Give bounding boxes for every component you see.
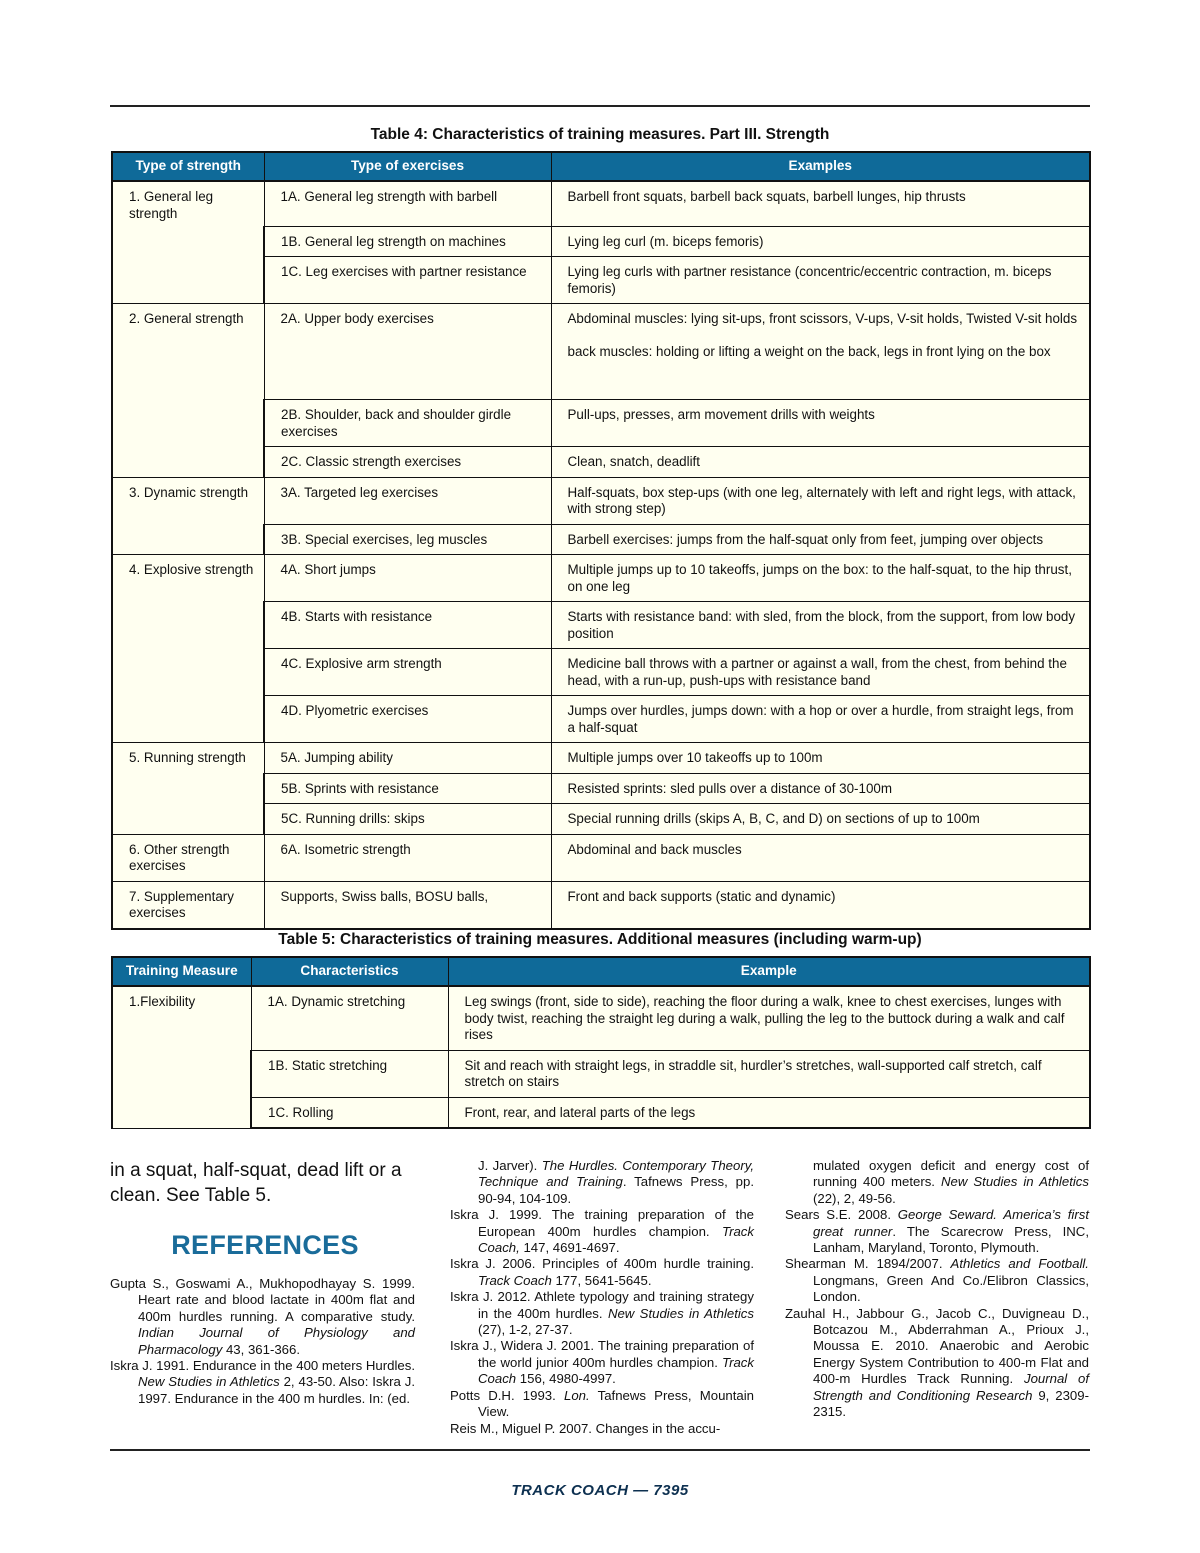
example-cell: Front and back supports (static and dynamic) (551, 881, 1090, 929)
strength-cell: 6. Other strength exercises (112, 834, 264, 881)
example-cell: Sit and reach with straight legs, in straddle sit, hurdler’s stretches, wall-supported calf stretch, calf stretch on stairs (448, 1050, 1090, 1097)
example-text: Abdominal muscles: lying sit-ups, front scissors, V-ups, V-sit holds, Twisted V-sit holds (567, 311, 1078, 326)
table5-header-row (112, 957, 1090, 986)
strength-cell: 7. Supplementary exercises (112, 881, 264, 929)
characteristic-cell: 1B. Static stretching (251, 1050, 448, 1097)
reference-item: Iskra J., Widera J. 2001. The training preparation of the world junior 400m hurdles champion. Track Coach 156, 4980-4997. (450, 1338, 754, 1387)
example-cell: Barbell exercises: jumps from the half-squat only from feet, jumping over objects (551, 524, 1090, 555)
example-cell: Barbell front squats, barbell back squats, barbell lunges, hip thrusts (551, 181, 1090, 226)
exercise-cell: 2B. Shoulder, back and shoulder girdle exercises (264, 400, 551, 447)
top-rule (110, 105, 1090, 107)
reference-item: Zauhal H., Jabbour G., Jacob C., Duvigneau D., Botcazou M., Abderrahman A., Prioux J., Moussa E. 2010. Anaerobic and Aerobic Energy System Contribution to 400-m Flat and 400-m Hurdles Track Running. Journal of Strength and Conditioning Research 9, 2309-2315. (785, 1305, 1089, 1420)
reference-item: Potts D.H. 1993. Lon. Tafnews Press, Mountain View. (450, 1387, 754, 1420)
example-cell: Special running drills (skips A, B, C, and D) on sections of up to 100m (551, 804, 1090, 835)
page-footer: TRACK COACH — 7395 (511, 1482, 689, 1499)
example-cell: Resisted sprints: sled pulls over a distance of 30-100m (551, 773, 1090, 804)
exercise-cell: 5B. Sprints with resistance (264, 773, 551, 804)
table4 (111, 151, 1091, 930)
example-cell: Multiple jumps over 10 takeoffs up to 100m (551, 743, 1090, 774)
table4-header: Examples (551, 152, 1090, 181)
reference-item: Iskra J. 1991. Endurance in the 400 meters Hurdles. New Studies in Athletics 2, 43-50. Also: Iskra J. 1997. Endurance in the 400 m hurdles. In: (ed. (110, 1358, 415, 1406)
exercise-cell: 3B. Special exercises, leg muscles (264, 524, 551, 555)
example-cell: Pull-ups, presses, arm movement drills with weights (551, 400, 1090, 447)
reference-item: Iskra J. 1999. The training preparation of the European 400m hurdles champion. Track Coach, 147, 4691-4697. (450, 1207, 754, 1256)
table5-caption: Table 5: Characteristics of training measures. Additional measures (including warm-up) (278, 931, 922, 948)
example-cell: Lying leg curl (m. biceps femoris) (551, 226, 1090, 257)
characteristic-cell: 1C. Rolling (251, 1097, 448, 1128)
exercise-cell: 4D. Plyometric exercises (264, 696, 551, 743)
exercise-cell: 3A. Targeted leg exercises (264, 477, 551, 524)
example-cell: Front, rear, and lateral parts of the legs (448, 1097, 1090, 1128)
exercise-cell: 1B. General leg strength on machines (264, 226, 551, 257)
example-cell: Abdominal and back muscles (551, 834, 1090, 881)
reference-item: Iskra J. 2012. Athlete typology and training strategy in the 400m hurdles. New Studies in Athletics (27), 1-2, 27-37. (450, 1289, 754, 1338)
references-col-3 (785, 1158, 1089, 1421)
strength-cell: 1. General leg strength (112, 181, 264, 304)
strength-cell: 5. Running strength (112, 743, 264, 835)
exercise-cell: 5A. Jumping ability (264, 743, 551, 774)
table-row (112, 743, 1090, 774)
reference-item: mulated oxygen deficit and energy cost of running 400 meters. New Studies in Athletics (22), 2, 49-56. (813, 1158, 1089, 1206)
reference-item: Iskra J. 2006. Principles of 400m hurdle training. Track Coach 177, 5641-5645. (450, 1256, 754, 1288)
exercise-cell: 6A. Isometric strength (264, 834, 551, 881)
exercise-cell: 5C. Running drills: skips (264, 804, 551, 835)
table-row (112, 1050, 1090, 1097)
exercise-cell: 4C. Explosive arm strength (264, 649, 551, 696)
table4-header-row (112, 152, 1090, 181)
table5-header: Example (448, 957, 1090, 986)
measure-cell: 1.Flexibility (112, 986, 251, 1128)
table5-header: Training Measure (112, 957, 251, 986)
references-col-2 (450, 1158, 754, 1437)
reference-item: Reis M., Miguel P. 2007. Changes in the accu- (450, 1420, 721, 1436)
exercise-cell: 4A. Short jumps (264, 555, 551, 602)
table4-caption: Table 4: Characteristics of training measures. Part III. Strength (370, 126, 830, 143)
strength-cell: 4. Explosive strength (112, 555, 264, 743)
strength-cell: 3. Dynamic strength (112, 477, 264, 555)
reference-item: Shearman M. 1894/2007. Athletics and Football. Longmans, Green And Co./Elibron Classics, London. (785, 1256, 1089, 1305)
example-cell: Half-squats, box step-ups (with one leg, alternately with left and right legs, with attack, with strong step) (551, 477, 1090, 524)
table4-header: Type of exercises (264, 152, 551, 181)
body-lead-text: in a squat, half-squat, dead lift or a clean. See Table 5. (110, 1160, 402, 1206)
table-row (112, 881, 1090, 929)
exercise-cell: 1A. General leg strength with barbell (264, 181, 551, 226)
table-row (112, 1097, 1090, 1128)
example-cell: Medicine ball throws with a partner or against a wall, from the chest, from behind the head, with a run-up, push-ups with resistance band (551, 649, 1090, 696)
exercise-cell: 1C. Leg exercises with partner resistance (264, 257, 551, 304)
exercise-cell: 2C. Classic strength exercises (264, 447, 551, 478)
example-cell: Lying leg curls with partner resistance (concentric/eccentric contraction, m. biceps femoris) (551, 257, 1090, 304)
reference-item: Gupta S., Goswami A., Mukhopodhayay S. 1999. Heart rate and blood lactate in 400m flat and 400m hurdles running. A comparative study. Indian Journal of Physiology and Pharmacology 43, 361-366. (110, 1276, 415, 1357)
references-heading: REFERENCES (171, 1230, 359, 1260)
table5-header: Characteristics (251, 957, 448, 986)
reference-item: Sears S.E. 2008. George Seward. America’s first great runner. The Scarecrow Press, INC, Lanham, Maryland, Toronto, Plymouth. (785, 1207, 1089, 1256)
table-row (112, 986, 1090, 1050)
characteristic-cell: 1A. Dynamic stretching (251, 986, 448, 1050)
example-cell: Multiple jumps up to 10 takeoffs, jumps on the box: to the half-squat, to the hip thrust, on one leg (551, 555, 1090, 602)
example-cell: Leg swings (front, side to side), reaching the floor during a walk, knee to chest exercises, lunges with body twist, reaching the straight leg during a walk, pulling the leg to the buttock during a walk and calf rises (448, 986, 1090, 1050)
example-text: back muscles: holding or lifting a weight on the back, legs in front lying on the box (567, 343, 1051, 359)
table-row (112, 181, 1090, 226)
table4-header: Type of strength (112, 152, 264, 181)
exercise-cell: 2A. Upper body exercises (264, 304, 551, 400)
table-row (112, 555, 1090, 602)
exercise-cell: 4B. Starts with resistance (264, 602, 551, 649)
table-row (112, 834, 1090, 881)
table5 (111, 956, 1091, 1129)
references-col-1 (110, 1276, 415, 1407)
strength-cell: 2. General strength (112, 304, 264, 478)
table-row (112, 477, 1090, 524)
bottom-rule (110, 1449, 1090, 1451)
exercise-cell: Supports, Swiss balls, BOSU balls, (264, 881, 551, 929)
example-cell: Starts with resistance band: with sled, from the block, from the support, from low body position (551, 602, 1090, 649)
example-cell: Clean, snatch, deadlift (551, 447, 1090, 478)
table-row (112, 304, 1090, 400)
reference-item: J. Jarver). The Hurdles. Contemporary Theory, Technique and Training. Tafnews Press, pp. 90-94, 104-109. (478, 1158, 755, 1206)
example-cell (551, 304, 1090, 400)
example-cell: Jumps over hurdles, jumps down: with a hop or over a hurdle, from straight legs, from a half-squat (551, 696, 1090, 743)
